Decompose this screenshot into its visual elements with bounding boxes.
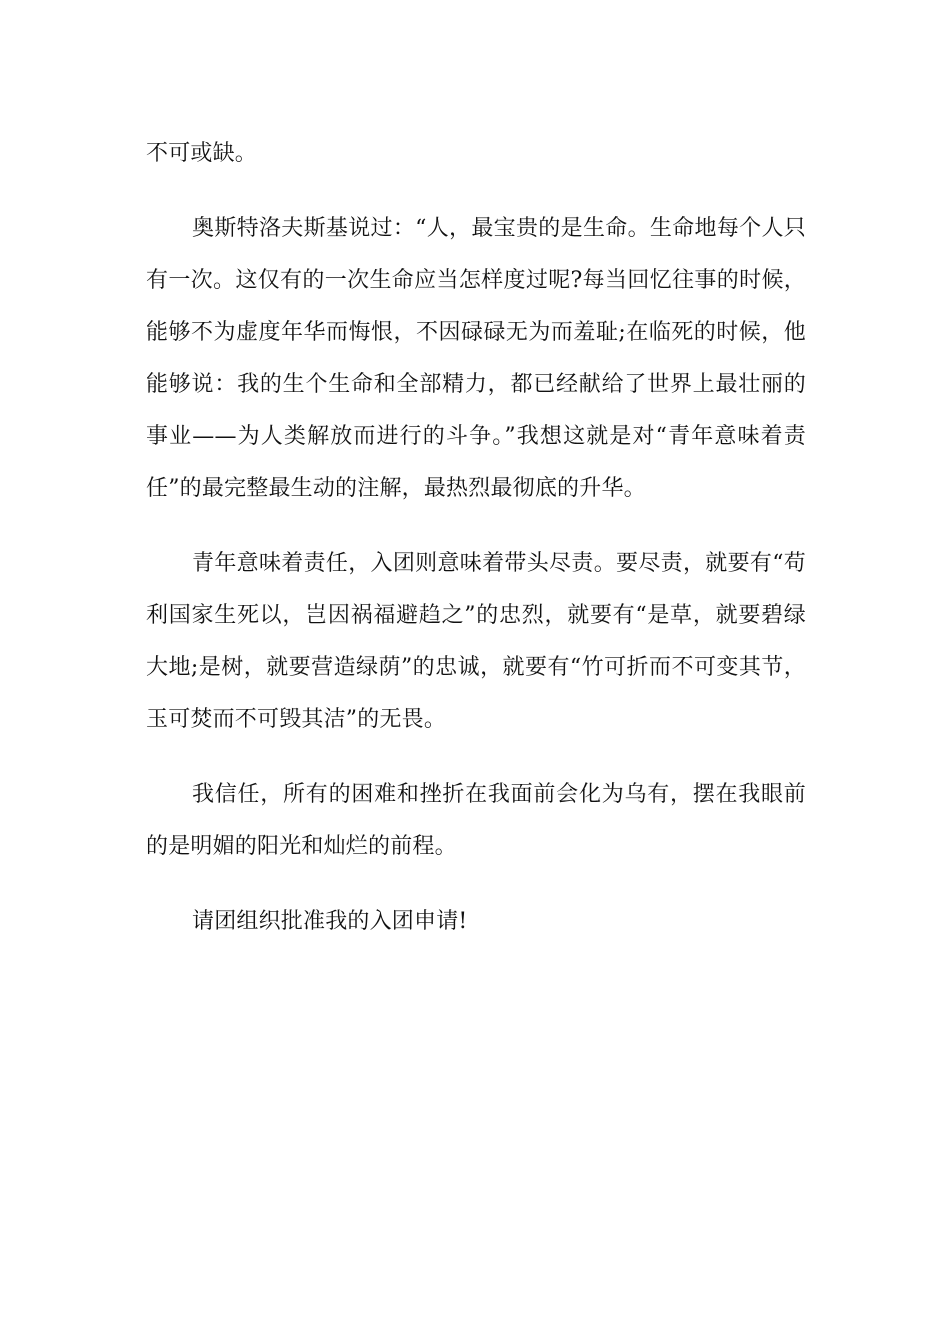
document-body: [146, 128, 806, 971]
paragraph-2: 奥斯特洛夫斯基说过：“人，最宝贵的是生命。生命地每个人只有一次。这仅有的一次生命应当怎样度过呢?每当回忆往事的时候，能够不为虚度年华而悔恨，不因碌碌无为而羞耻;在临死的时候，他能够说：我的生个生命和全部精力，都已经献给了世界上最壮丽的事业——为人类解放而进行的斗争。”我想这就是对“青年意味着责任”的最完整最生动的注解，最热烈最彻底的升华。: [146, 216, 806, 501]
paragraph-5: 请团组织批准我的入团申请!: [192, 909, 468, 934]
paragraph-3: 青年意味着责任，入团则意味着带头尽责。要尽责，就要有“苟利国家生死以，岂因祸福避趋之”的忠烈，就要有“是草，就要碧绿大地;是树，就要营造绿荫”的忠诚，就要有“竹可折而不可变其节，玉可焚而不可毁其洁”的无畏。: [146, 551, 806, 732]
paragraph-4: 我信任，所有的困难和挫折在我面前会化为乌有，摆在我眼前的是明媚的阳光和灿烂的前程。: [146, 782, 806, 859]
paragraph-1: 不可或缺。: [146, 141, 258, 166]
